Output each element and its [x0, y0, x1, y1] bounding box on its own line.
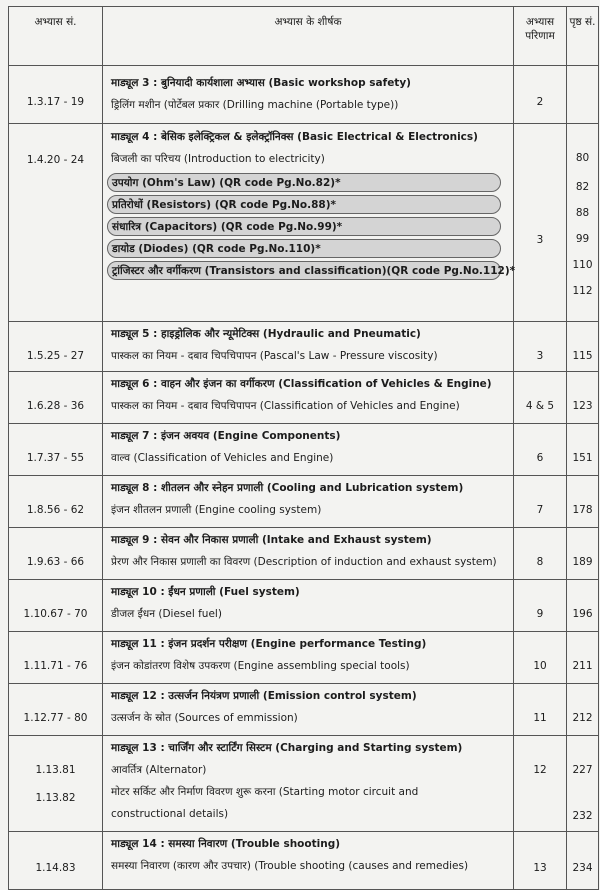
- module-14-outcome: 13: [514, 832, 567, 890]
- module-13-range: 1.13.81 1.13.82: [9, 736, 103, 832]
- module-6-content: [103, 372, 514, 424]
- module-8-page: 178: [567, 476, 599, 528]
- module-4-pages: 80 82 88 99 110 112: [567, 124, 599, 322]
- module-12-content: [103, 684, 514, 736]
- header-page-no: पृष्ठ सं.: [567, 7, 599, 66]
- module-13-content: [103, 736, 514, 832]
- module-5-content: [103, 322, 514, 372]
- module-8-item: इंजन शीतलन प्रणाली (Engine cooling system): [111, 504, 322, 516]
- module-10-item: डीजल ईंधन (Diesel fuel): [111, 608, 222, 620]
- module-4-row: [9, 124, 599, 322]
- header-exercise-title: अभ्यास के शीर्षक: [103, 7, 514, 66]
- module-3-range: 1.3.17 - 19: [9, 66, 103, 124]
- module-13-item-alternator: आवर्तित्र (Alternator): [111, 764, 207, 776]
- module-5-outcome: 3: [514, 322, 567, 372]
- module-14-item: समस्या निवारण (कारण और उपचार) (Trouble shooting (causes and remedies): [111, 860, 469, 872]
- qr-item-ohms-law[interactable]: उपयोग (Ohm's Law) (QR code Pg.No.82)*: [107, 173, 501, 192]
- module-13-row: [9, 736, 599, 832]
- module-10-row: [9, 580, 599, 632]
- module-9-content: [103, 528, 514, 580]
- module-7-item: वाल्व (Classification of Vehicles and Engine): [111, 452, 334, 464]
- module-7-title: माड्यूल 7 : इंजन अवयव (Engine Components): [111, 430, 341, 442]
- module-11-row: [9, 632, 599, 684]
- module-7-outcome: 6: [514, 424, 567, 476]
- module-12-outcome: 11: [514, 684, 567, 736]
- module-9-page: 189: [567, 528, 599, 580]
- module-4-item-intro: बिजली का परिचय (Introduction to electricity): [111, 153, 325, 165]
- module-10-range: 1.10.67 - 70: [9, 580, 103, 632]
- module-11-range: 1.11.71 - 76: [9, 632, 103, 684]
- module-6-row: [9, 372, 599, 424]
- module-7-row: [9, 424, 599, 476]
- module-6-item: पास्कल का नियम - दबाव चिपचिपापन (Classification of Vehicles and Engine): [111, 400, 460, 412]
- module-11-title: माड्यूल 11 : इंजन प्रदर्शन परीक्षण (Engine performance Testing): [111, 638, 427, 650]
- module-7-page: 151: [567, 424, 599, 476]
- qr-item-diodes[interactable]: डायोड (Diodes) (QR code Pg.No.110)*: [107, 239, 501, 258]
- module-6-outcome: 4 & 5: [514, 372, 567, 424]
- module-14-row: [9, 832, 599, 890]
- module-5-item: पास्कल का नियम - दबाव चिपचिपापन (Pascal's Law - Pressure viscosity): [111, 350, 438, 362]
- module-9-outcome: 8: [514, 528, 567, 580]
- module-3-row: [9, 66, 599, 124]
- module-9-row: [9, 528, 599, 580]
- module-9-range: 1.9.63 - 66: [9, 528, 103, 580]
- module-8-row: [9, 476, 599, 528]
- module-11-page: 211: [567, 632, 599, 684]
- module-7-content: [103, 424, 514, 476]
- module-8-title: माड्यूल 8 : शीतलन और स्नेहन प्रणाली (Cooling and Lubrication system): [111, 482, 464, 494]
- module-13-item-starting-motor: मोटर सर्किट और निर्माण विवरण शुरू करना (Starting motor circuit and: [111, 786, 419, 798]
- module-5-range: 1.5.25 - 27: [9, 322, 103, 372]
- module-12-item: उत्सर्जन के स्रोत (Sources of emmission): [111, 712, 298, 724]
- module-12-title: माड्यूल 12 : उत्सर्जन नियंत्रण प्रणाली (Emission control system): [111, 690, 417, 702]
- contents-table: [8, 6, 599, 890]
- module-6-page: 123: [567, 372, 599, 424]
- module-6-title: माड्यूल 6 : वाहन और इंजन का वर्गीकरण (Classification of Vehicles & Engine): [111, 378, 492, 390]
- module-14-page: 234: [567, 832, 599, 890]
- header-exercise-no: अभ्यास सं.: [9, 7, 103, 66]
- module-7-range: 1.7.37 - 55: [9, 424, 103, 476]
- module-4-range: 1.4.20 - 24: [9, 124, 103, 322]
- module-11-outcome: 10: [514, 632, 567, 684]
- module-14-range: 1.14.83: [9, 832, 103, 890]
- module-13-pages: 227 232: [567, 736, 599, 832]
- module-3-outcome: 2: [514, 66, 567, 124]
- module-13-item-starting-motor-cont: constructional details): [111, 808, 229, 820]
- qr-item-transistors[interactable]: ट्रांजिस्टर और वर्गीकरण (Transistors and classification)(QR code Pg.No.112)*: [107, 261, 501, 280]
- module-5-row: [9, 322, 599, 372]
- module-9-item: प्रेरण और निकास प्रणाली का विवरण (Description of induction and exhaust system): [111, 556, 497, 568]
- module-3-title: माड्यूल 3 : बुनियादी कार्यशाला अभ्यास (Basic workshop safety): [111, 77, 411, 89]
- module-5-title: माड्यूल 5 : हाइड्रोलिक और न्यूमेटिक्स (Hydraulic and Pneumatic): [111, 328, 421, 340]
- module-13-outcome: 12: [514, 736, 567, 832]
- module-6-range: 1.6.28 - 36: [9, 372, 103, 424]
- module-10-title: माड्यूल 10 : ईंधन प्रणाली (Fuel system): [111, 586, 300, 598]
- module-10-content: [103, 580, 514, 632]
- module-4-content: [103, 124, 514, 322]
- module-14-content: [103, 832, 514, 890]
- module-14-title: माड्यूल 14 : समस्या निवारण (Trouble shooting): [111, 838, 341, 850]
- module-8-content: [103, 476, 514, 528]
- module-11-content: [103, 632, 514, 684]
- module-12-row: [9, 684, 599, 736]
- module-4-outcome: 3: [514, 124, 567, 322]
- module-4-title: माड्यूल 4 : बेसिक इलेक्ट्रिकल & इलेक्ट्रॉनिक्स (Basic Electrical & Electronics): [111, 131, 478, 143]
- module-13-title: माड्यूल 13 : चार्जिंग और स्टार्टिंग सिस्टम (Charging and Starting system): [111, 742, 463, 754]
- module-12-range: 1.12.77 - 80: [9, 684, 103, 736]
- module-11-item: इंजन कोडांतरण विशेष उपकरण (Engine assembling special tools): [111, 660, 410, 672]
- module-12-page: 212: [567, 684, 599, 736]
- module-3-page: [567, 66, 599, 124]
- qr-item-capacitors[interactable]: संधारित्र (Capacitors) (QR code Pg.No.99)*: [107, 217, 501, 236]
- module-3-item: ड्रिलिंग मशीन (पोर्टेबल प्रकार (Drilling machine (Portable type)): [111, 99, 399, 111]
- header-exercise-outcome: अभ्यास परिणाम: [514, 7, 567, 66]
- module-9-title: माड्यूल 9 : सेवन और निकास प्रणाली (Intake and Exhaust system): [111, 534, 432, 546]
- qr-item-resistors[interactable]: प्रतिरोधों (Resistors) (QR code Pg.No.88)*: [107, 195, 501, 214]
- module-10-page: 196: [567, 580, 599, 632]
- module-10-outcome: 9: [514, 580, 567, 632]
- module-8-range: 1.8.56 - 62: [9, 476, 103, 528]
- module-8-outcome: 7: [514, 476, 567, 528]
- module-3-content: [103, 66, 514, 124]
- header-row: [9, 7, 599, 66]
- module-5-page: 115: [567, 322, 599, 372]
